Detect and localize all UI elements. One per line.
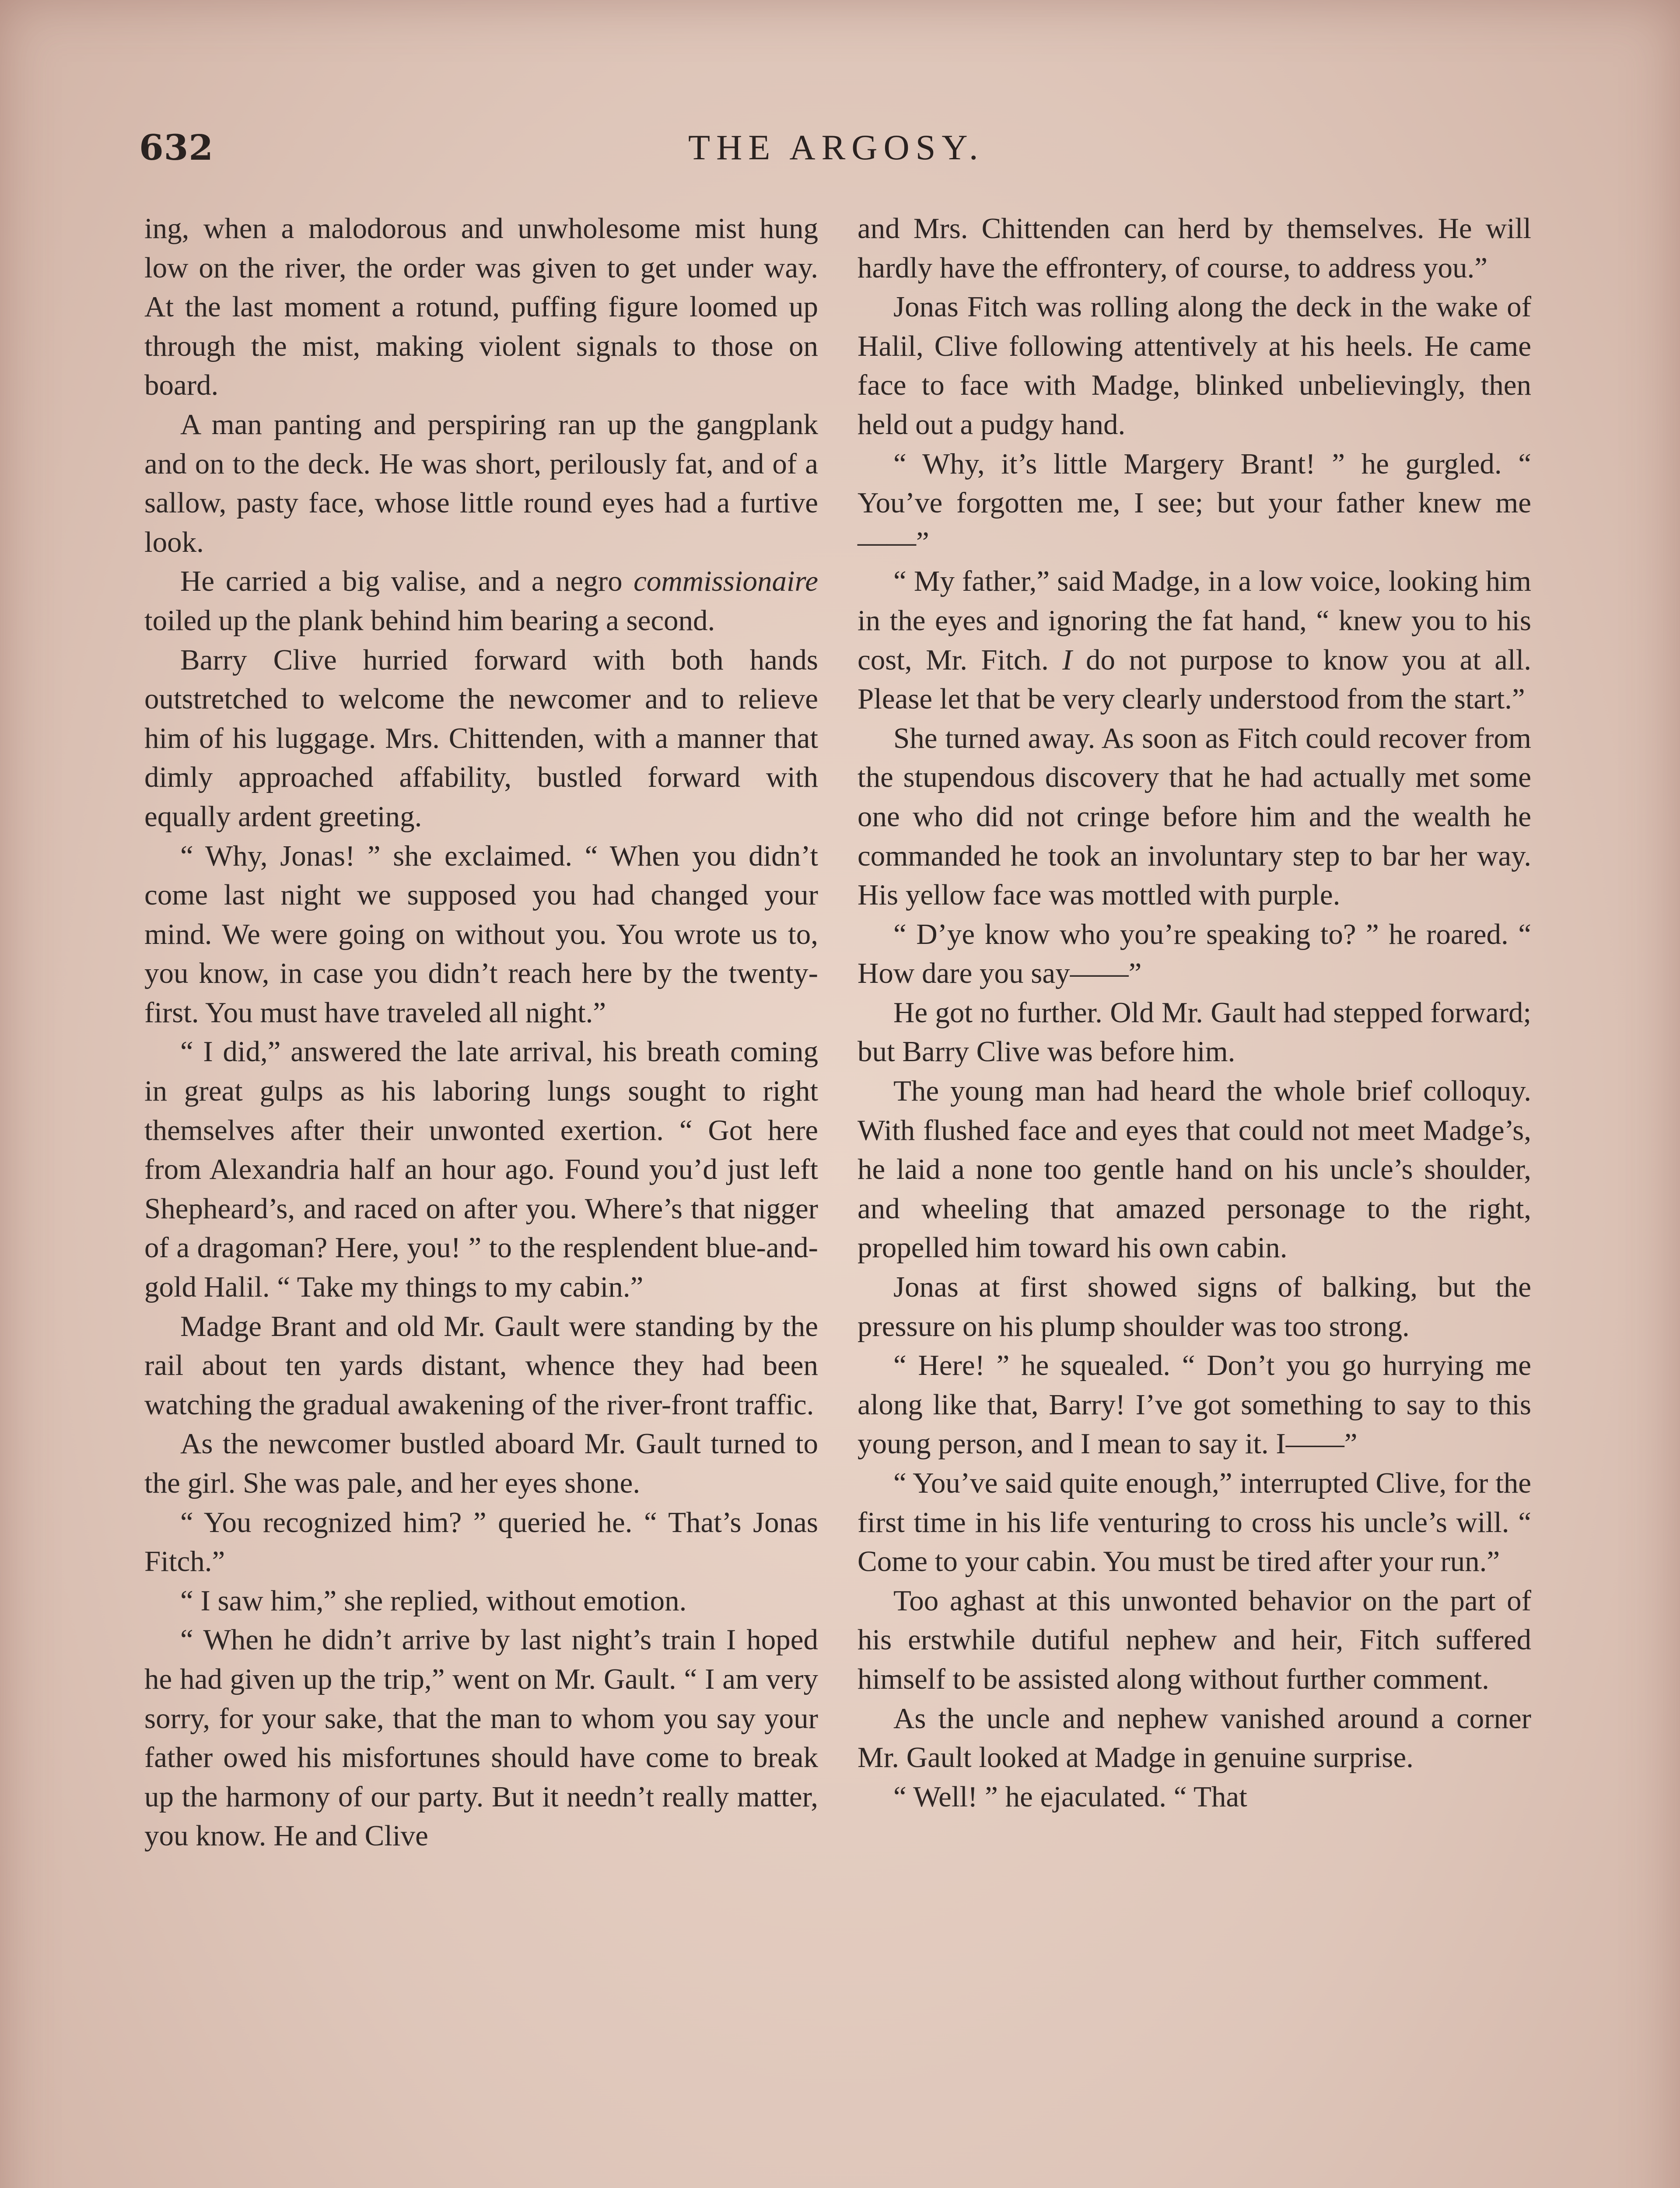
italic-word: commissionaire bbox=[634, 565, 818, 598]
paragraph: A man panting and perspiring ran up the gangplank and on to the deck. He was short, perilously fat, and of a sallow, pasty face, whose little round eyes had a furtive look. bbox=[144, 408, 818, 558]
running-head: THE ARGOSY. bbox=[688, 127, 984, 167]
paragraph: As the newcomer bustled aboard Mr. Gault turned to the girl. She was pale, and her eyes shone. bbox=[144, 1427, 818, 1499]
page-number: 632 bbox=[139, 127, 214, 168]
paragraph: Madge Brant and old Mr. Gault were standing by the rail about ten yards distant, whence they had been watching the gradual awakening of the river-front traffic. bbox=[144, 1310, 818, 1421]
paragraph: “ I saw him,” she replied, without emotion. bbox=[180, 1584, 687, 1617]
left-column bbox=[144, 209, 818, 1856]
paragraph: “ Well! ” he ejaculated. “ That bbox=[893, 1780, 1247, 1813]
paragraph: “ I did,” answered the late arrival, his breath coming in great gulps as his laboring lungs sought to right themselves after their unwonted exertion. “ Got here from Alexandria half an hour ago. Found you’d just left Shepheard’s, and raced on after you. Where’s that nigger of a dragoman? Here, you! ” to the resplendent blue-and-gold Halil. “ Take my things to my cabin.” bbox=[144, 1035, 818, 1304]
paragraph: Jonas at first showed signs of balking, but the pressure on his plump shoulder was too strong. bbox=[858, 1271, 1531, 1343]
paragraph: The young man had heard the whole brief colloquy. With flushed face and eyes that could not meet Madge’s, he laid a none too gentle hand on his uncle’s shoulder, and wheeling that amazed personage to the right, propelled him toward his own cabin. bbox=[858, 1075, 1531, 1264]
paragraph: “ Why, it’s little Margery Brant! ” he gurgled. “ You’ve forgotten me, I see; but your father knew me——” bbox=[858, 447, 1531, 558]
paragraph: “ Here! ” he squealed. “ Don’t you go hurrying me along like that, Barry! I’ve got something to say to this young person, and I mean to say it. I——” bbox=[858, 1349, 1531, 1460]
page-header bbox=[139, 127, 1539, 175]
paragraph: “ You’ve said quite enough,” interrupted Clive, for the first time in his life venturing to cross his uncle’s will. “ Come to your cabin. You must be tired after your run.” bbox=[858, 1467, 1531, 1578]
paragraph: “ You recognized him? ” queried he. “ That’s Jonas Fitch.” bbox=[144, 1506, 818, 1578]
paragraph: “ When he didn’t arrive by last night’s train I hoped he had given up the trip,” went on Mr. Gault. “ I am very sorry, for your sake, that the man to whom you say your father owed his misfortunes should have come to break up the harmony of our party. But it needn’t really matter, you know. He and Clive bbox=[144, 1623, 818, 1852]
paragraph: “ Why, Jonas! ” she exclaimed. “ When you didn’t come last night we supposed you had changed your mind. We were going on without you. You wrote us to, you know, in case you didn’t reach here by the twenty-first. You must have traveled all night.” bbox=[144, 839, 818, 1029]
right-column bbox=[858, 209, 1531, 1816]
paragraph: He carried a big valise, and a negro commissionaire toiled up the plank behind him bearing a second. bbox=[144, 565, 818, 637]
paragraph: Too aghast at this unwonted behavior on the part of his erstwhile dutiful nephew and heir, Fitch suffered himself to be assisted along without further comment. bbox=[858, 1584, 1531, 1695]
paragraph: He got no further. Old Mr. Gault had stepped forward; but Barry Clive was before him. bbox=[858, 996, 1531, 1068]
paragraph: She turned away. As soon as Fitch could recover from the stupendous discovery that he had actually met some one who did not cringe before him and the wealth he commanded he took an involuntary step to bar her way. His yellow face was mottled with purple. bbox=[858, 722, 1531, 912]
italic-word: I bbox=[1062, 643, 1072, 676]
paragraph: ing, when a malodorous and unwholesome mist hung low on the river, the order was given to get under way. At the last moment a rotund, puffing figure loomed up through the mist, making violent signals to those on board. bbox=[144, 212, 818, 402]
paragraph: and Mrs. Chittenden can herd by themselves. He will hardly have the effrontery, of course, to address you.” bbox=[858, 212, 1531, 284]
paragraph: As the uncle and nephew vanished around a corner Mr. Gault looked at Madge in genuine surprise. bbox=[858, 1702, 1531, 1774]
paragraph: Jonas Fitch was rolling along the deck in the wake of Halil, Clive following attentively at his heels. He came face to face with Madge, blinked unbelievingly, then held out a pudgy hand. bbox=[858, 291, 1531, 441]
paragraph: “ D’ye know who you’re speaking to? ” he roared. “ How dare you say——” bbox=[858, 918, 1531, 990]
paragraph: Barry Clive hurried forward with both hands outstretched to welcome the newcomer and to relieve him of his luggage. Mrs. Chittenden, with a manner that dimly approached affability, bustled forward with equally ardent greeting. bbox=[144, 643, 818, 833]
paragraph: “ My father,” said Madge, in a low voice, looking him in the eyes and ignoring the fat hand, “ knew you to his cost, Mr. Fitch. I do not purpose to know you at all. Please let that be very clearly understood from the start.” bbox=[858, 565, 1531, 715]
